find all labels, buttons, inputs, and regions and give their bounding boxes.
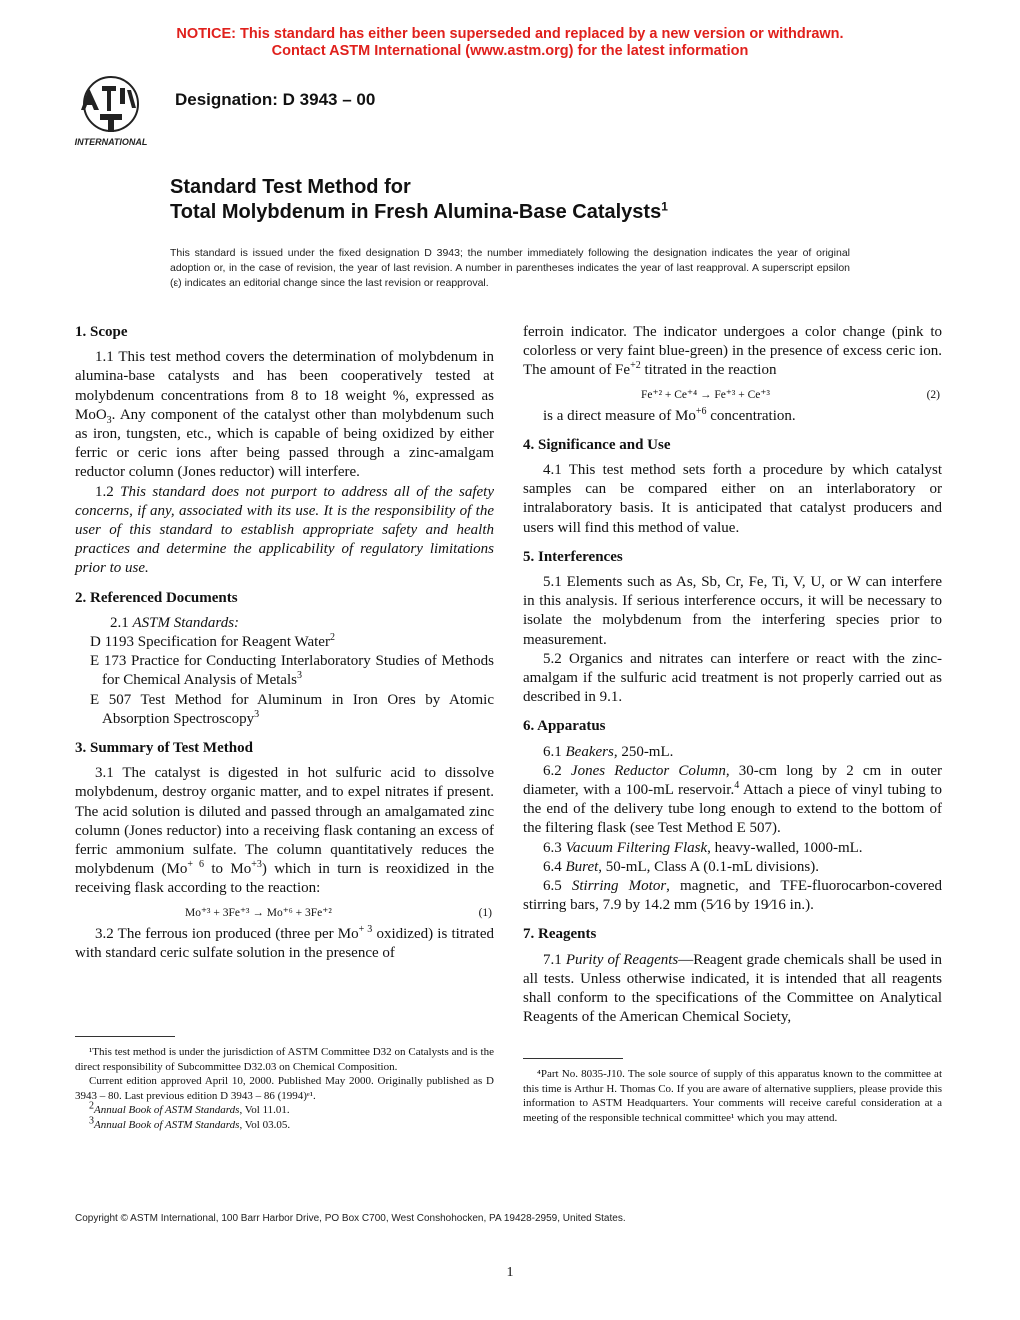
section-6-heading: 6. Apparatus — [523, 718, 606, 735]
reference-item — [75, 633, 494, 652]
para-term: Beakers — [565, 743, 614, 760]
para-term: Vacuum Filtering Flask — [565, 839, 708, 856]
section-5-heading: 5. Interferences — [523, 548, 623, 565]
withdrawal-notice — [0, 26, 1020, 60]
astm-standards-num: 2.1 — [110, 614, 129, 631]
equation-1 — [75, 899, 494, 925]
para-4-1: 4.1 This test method sets forth a procedure by which catalyst samples can be compared either on an interlaboratory or intralaboratory basis. It is anticipated that catalyst producers and users will find this method of value. — [523, 462, 942, 536]
para-1-1-text-b: . Any component of the catalyst other than molybdenum such as iron, tungsten, etc., which is capable of being oxidized by either ferric or ceric ions after being passed through a zinc-amalgam reductor column (Jones reductor) will interfere. — [75, 406, 494, 481]
reference-item — [75, 691, 494, 729]
section-1-heading: 1. Scope — [75, 324, 128, 340]
para-3-1-text-a: 3.1 The catalyst is digested in hot sulfuric acid to dissolve molybdenum, destroy organic matter, and to expel nitrates if present. The acid solution is diluted and passed through an amalgamated zinc column (Jones reductor) into a receiving flask contaning an excess of ferric ammonium sulfate. The column quantitatively reduces the molybdenum (Mo — [75, 765, 494, 878]
para-3-2-continued — [523, 323, 942, 381]
para-1-1 — [75, 348, 494, 482]
cont2-sup: +6 — [695, 405, 707, 417]
para-1-2 — [75, 483, 494, 579]
para-5-1: 5.1 Elements such as As, Sb, Cr, Fe, Ti, V, U, or W can interfere in this analysis. If serious interference occurs, it will be necessary to isolate the molybdenum from the interfering species prior to measurement. — [523, 574, 942, 648]
para-3-1-sup-2: +3 — [251, 859, 262, 871]
footnote-title: Annual Book of ASTM Standards — [94, 1118, 240, 1131]
footnote-2 — [75, 1100, 494, 1118]
copyright-line: Copyright © ASTM International, 100 Barr Harbor Drive, PO Box C700, West Conshohocken, PA 19428-2959, United States. — [75, 1213, 626, 1224]
reference-text: E 173 Practice for Conducting Interlaboratory Studies of Methods for Chemical Analysis of Metals — [90, 653, 494, 689]
footnote-vol: , Vol 03.05. — [239, 1118, 291, 1131]
reference-text: D 1193 Specification for Reagent Water — [90, 634, 330, 651]
notice-line-1: NOTICE: This standard has either been superseded and replaced by a new version or withdrawn. — [176, 26, 844, 42]
footnote-mark: 2 — [89, 1100, 94, 1112]
reference-text: E 507 Test Method for Aluminum in Iron Ores by Atomic Absorption Spectroscopy — [90, 691, 494, 727]
footnote-1b: Current edition approved April 10, 2000. Published May 2000. Originally published as D 3943 – 80. Last previous edition D 3943 – 86 (1994)ᵉ¹. — [75, 1075, 494, 1102]
cont-text-a: ferroin indicator. The indicator undergoes a color change (pink to colorless or very faint blue-green) in the presence of excess ceric ion. The amount of Fe — [523, 324, 942, 379]
para-text: , 250-mL. — [613, 743, 674, 760]
notice-line-2: Contact ASTM International (www.astm.org) for the latest information — [271, 43, 749, 59]
footnote-mark: 3 — [89, 1114, 94, 1126]
equation-1-number: (1) — [478, 906, 492, 919]
page-number: 1 — [506, 1265, 514, 1280]
para-num: 6.1 — [543, 743, 562, 760]
equation-1-expression: Mo⁺³ + 3Fe⁺³ → Mo⁺⁶ + 3Fe⁺² — [185, 906, 332, 919]
para-term: Buret — [565, 858, 599, 875]
astm-logo-icon — [62, 74, 160, 150]
cont2-text-b: concentration. — [706, 407, 796, 424]
section-4-heading: 4. Significance and Use — [523, 436, 671, 453]
para-term: Jones Reductor Column — [570, 762, 726, 779]
para-1-2-text: This standard does not purport to address all of the safety concerns, if any, associated with its use. It is the responsibility of the user of this standard to establish appropriate safety and health practices and determine the applicability of regulatory limitations prior to use. — [75, 483, 495, 577]
astm-standards-label — [75, 614, 494, 633]
designation: Designation: D 3943 – 00 — [175, 90, 376, 109]
para-text: , heavy-walled, 1000-mL. — [707, 839, 863, 856]
reference-item — [75, 652, 494, 690]
footnote-vol: , Vol 11.01. — [239, 1104, 290, 1116]
para-6-4 — [523, 858, 942, 877]
equation-2 — [523, 381, 942, 407]
right-column — [523, 323, 942, 1028]
cont-text-b: titrated in the reaction — [640, 362, 777, 379]
section-3-heading: 3. Summary of Test Method — [75, 740, 253, 757]
para-text: , magnetic, and TFE-fluorocarbon-covered stirring bars, 7.9 by 14.2 mm (5⁄16 by 19⁄16 in.). — [523, 878, 942, 914]
para-1-1-text-a: 1.1 This test method covers the determination of molybdenum in alumina-base catalysts and has been cooperatively tested at molybdenum concentrations from 8 to 18 weight %, expressed as MoO — [75, 349, 494, 423]
para-3-2-sup: + 3 — [358, 923, 373, 935]
footnote-4: ⁴Part No. 8035-J10. The sole source of supply of this apparatus known to the committee at this time is Arthur H. Thomas Co. If you are aware of alternative suppliers, please provide this information to ASTM Headquarters. Your comments will receive careful consideration at a meeting of the responsible technical committee¹ which you may attend. — [523, 1068, 942, 1124]
right-footnotes — [523, 1058, 942, 1125]
para-5-2: 5.2 Organics and nitrates can interfere or react with the zinc-amalgam if the sulfuric acid treatment is not properly carried out as described in 9.1. — [523, 650, 942, 706]
left-footnotes — [75, 1036, 494, 1132]
para-3-1 — [75, 764, 494, 898]
para-sup: 4 — [734, 780, 740, 792]
para-3-2 — [75, 925, 494, 963]
reference-sup: 3 — [254, 708, 260, 720]
title-line-1: Standard Test Method for — [170, 176, 411, 198]
footnote-3 — [75, 1114, 494, 1133]
para-num: 6.2 — [543, 762, 562, 779]
astm-logo — [62, 74, 160, 150]
para-3-2-text-a: 3.2 The ferrous ion produced (three per Mo — [95, 925, 359, 942]
cont-sup: +2 — [630, 360, 641, 372]
para-7-1 — [523, 951, 942, 1028]
para-text: , 50-mL, Class A (0.1-mL divisions). — [598, 858, 819, 875]
para-num: 7.1 — [543, 951, 562, 968]
para-text-a: , 30-cm long by 2 cm in outer diameter, with a 100-mL reservoir. — [523, 762, 942, 799]
para-1-1-sub: 3 — [106, 414, 112, 426]
intro-paragraph: This standard is issued under the fixed designation D 3943; the number immediately following the designation indicates the year of original adoption or, in the case of revision, the year of last revision. A number in parentheses indicates the year of last reapproval. A superscript epsilon (ε) indicates an editorial change since the last revision or reapproval. — [170, 247, 850, 289]
footnote-1: ¹This test method is under the jurisdiction of ASTM Committee D32 on Catalysts and is the direct responsibility of Subcommittee D32.03 on Chemical Composition. — [75, 1046, 494, 1073]
document-title — [170, 175, 668, 225]
para-3-1-text-b: to Mo — [204, 861, 252, 878]
para-3-1-text-c: ) which in turn is reoxidized in the receiving flask according to the reaction: — [75, 861, 494, 897]
cont2-text-a: is a direct measure of Mo — [543, 407, 696, 424]
para-6-5 — [523, 877, 942, 915]
para-text: —Reagent grade chemicals shall be used in all tests. Unless otherwise indicated, it is intended that all reagents shall conform to the specifications of the Committee on Analytical Reagents of the American Chemical Society, — [523, 951, 943, 1026]
reference-sup: 3 — [296, 670, 302, 682]
reference-sup: 2 — [329, 632, 335, 644]
section-2-heading: 2. Referenced Documents — [75, 589, 238, 606]
title-footnote-mark: 1 — [661, 199, 668, 214]
para-num: 6.3 — [543, 839, 562, 856]
para-num: 6.5 — [543, 878, 562, 895]
para-6-1 — [523, 743, 942, 762]
para-3-1-sup-1: + 6 — [187, 859, 205, 871]
logo-word: INTERNATIONAL — [74, 137, 148, 147]
para-num: 6.4 — [543, 858, 562, 875]
para-6-2 — [523, 762, 942, 839]
equation-2-expression: Fe⁺² + Ce⁺⁴ → Fe⁺³ + Ce⁺³ — [641, 388, 770, 401]
astm-standards-text: ASTM Standards: — [132, 614, 240, 631]
title-line-2: Total Molybdenum in Fresh Alumina-Base Catalysts — [170, 201, 662, 223]
para-term: Stirring Motor — [571, 878, 667, 895]
para-6-3 — [523, 839, 942, 858]
section-7-heading: 7. Reagents — [523, 926, 597, 943]
para-3-2-text-b: oxidized) is titrated with standard ceric sulfate solution in the presence of — [75, 925, 494, 961]
para-text-b: Attach a piece of vinyl tubing to the end of the delivery tube long enough to extend to the bottom of the filtering flask (see Test Method E 507). — [523, 782, 942, 837]
equation-2-number: (2) — [926, 388, 940, 401]
para-1-2-num: 1.2 — [95, 483, 114, 500]
para-term: Purity of Reagents — [565, 951, 679, 968]
para-3-2-end — [523, 407, 942, 426]
footnote-title: Annual Book of ASTM Standards — [94, 1104, 240, 1116]
left-column — [75, 323, 494, 963]
